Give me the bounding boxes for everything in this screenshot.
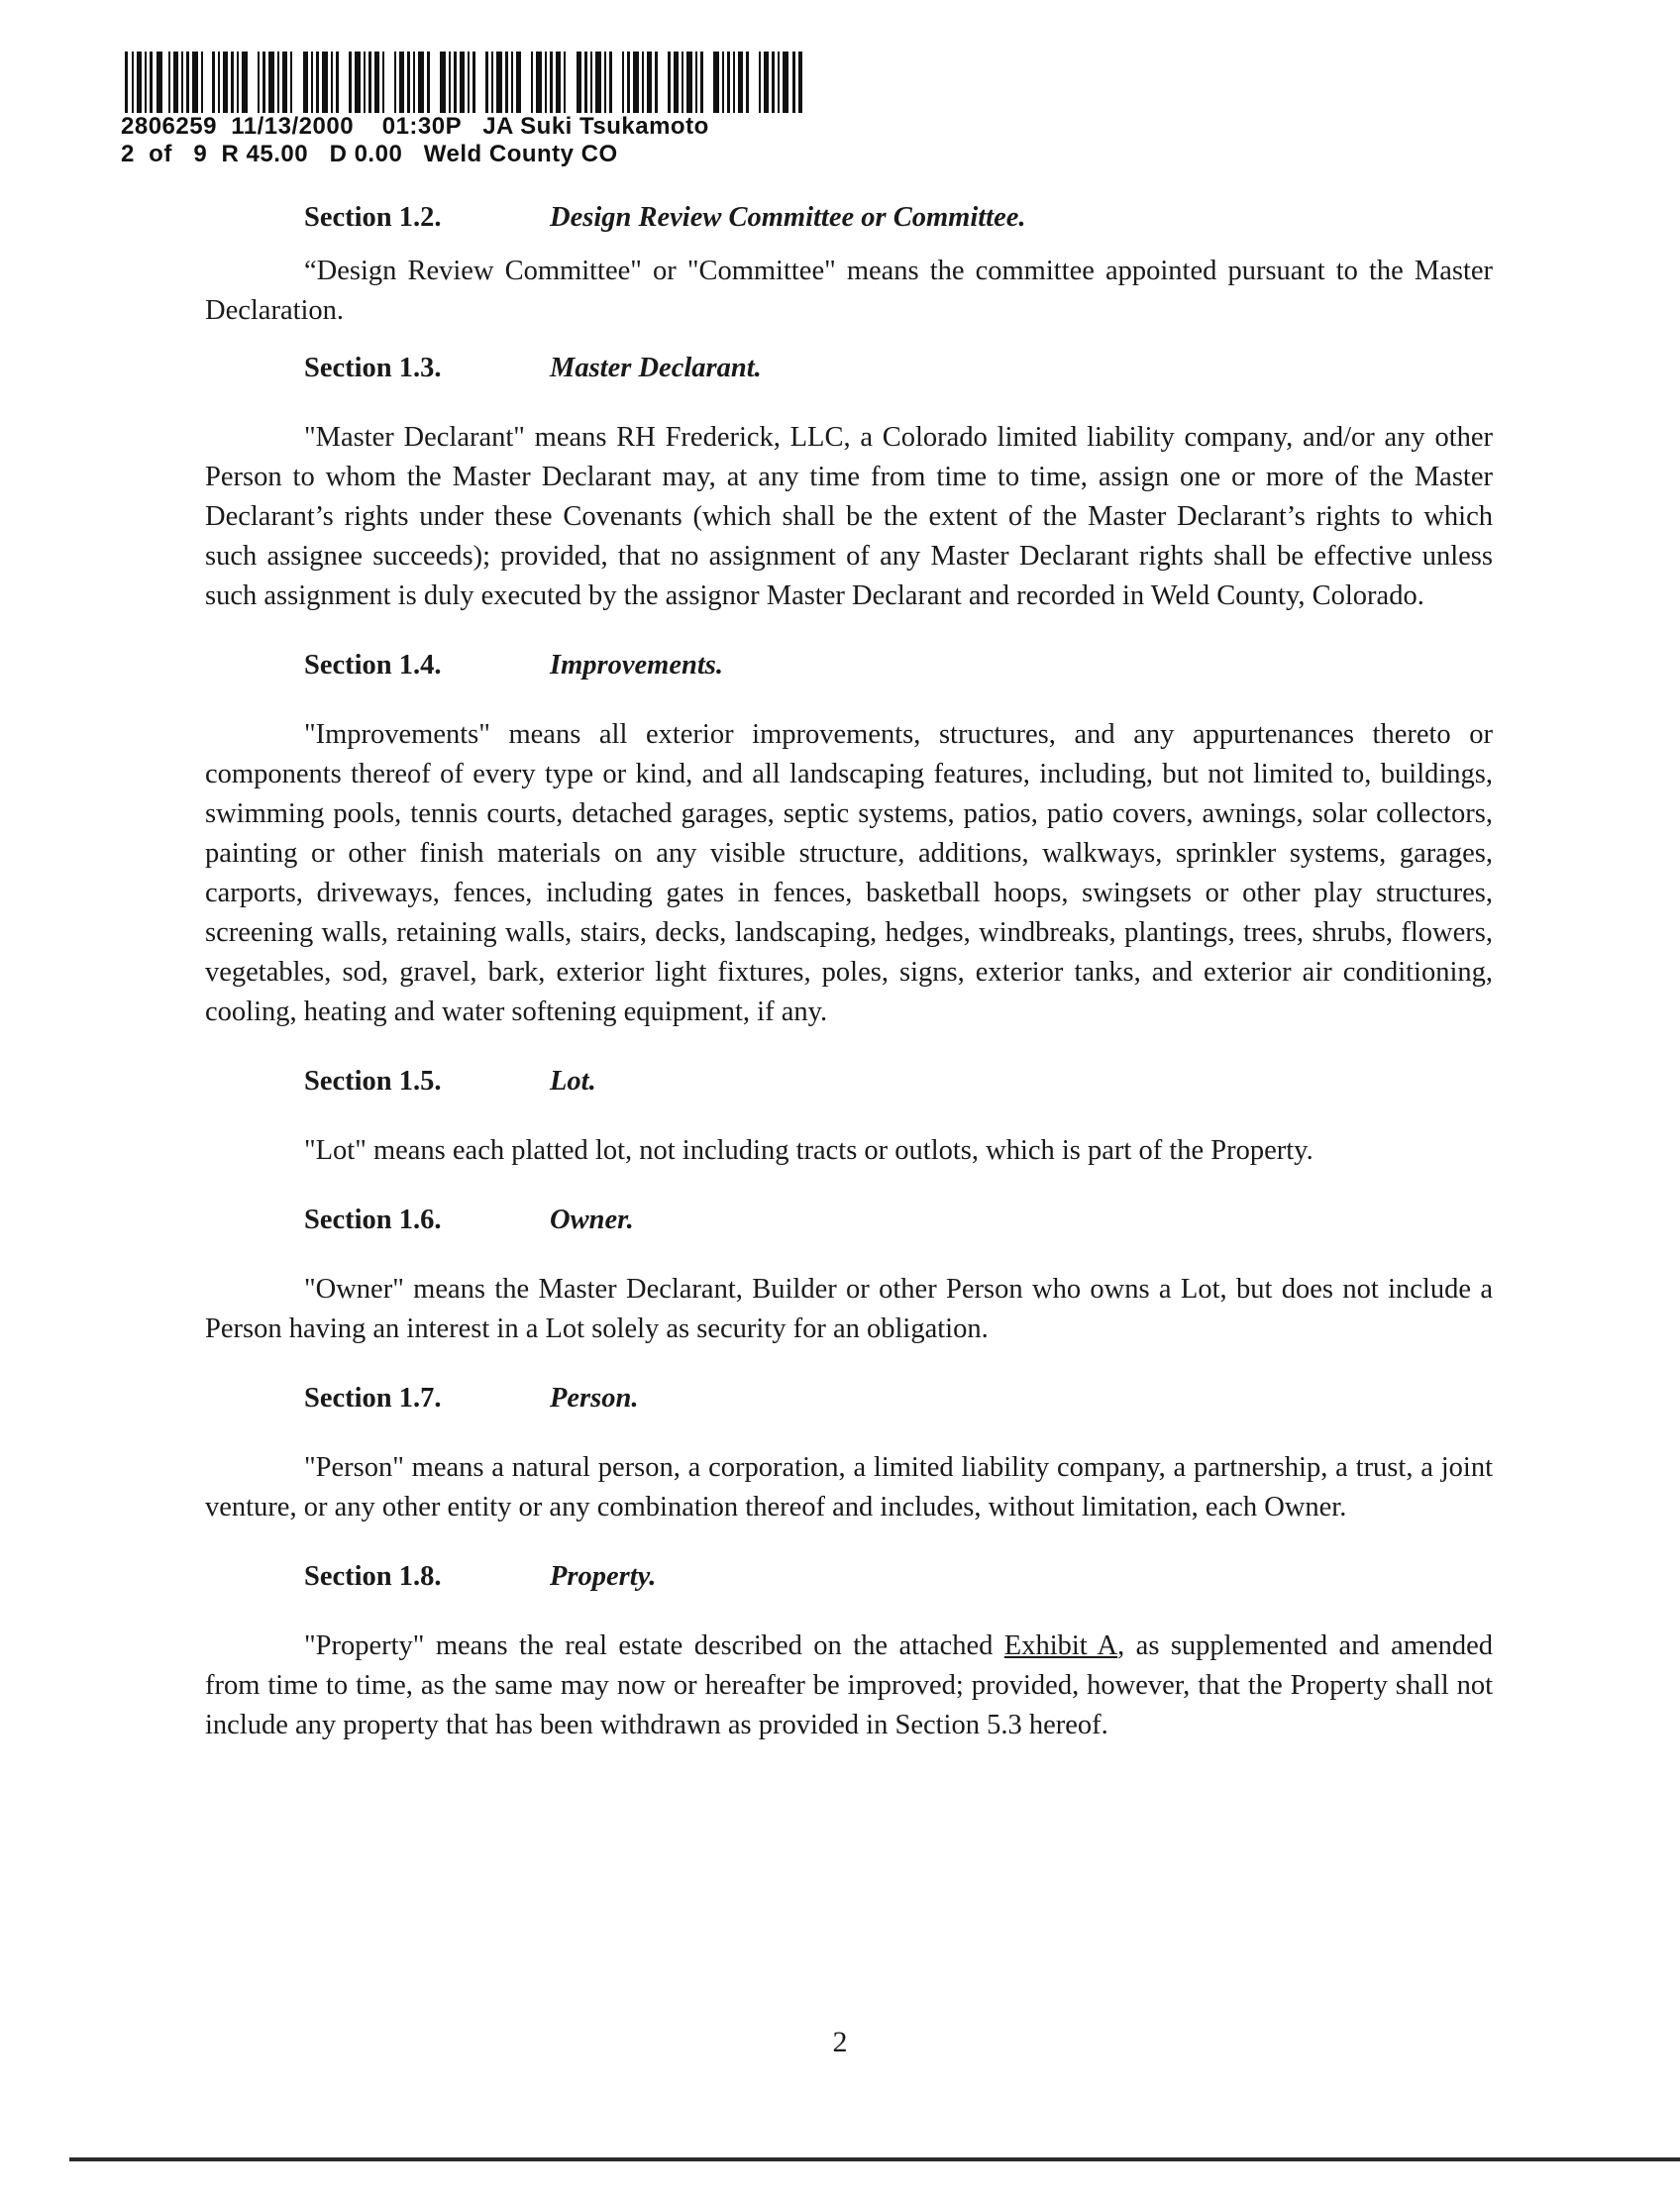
section-1-6-body: "Owner" means the Master Declarant, Builder or other Person who owns a Lot, but does not include a Person having an interest in a Lot solely as security for an obligation. [205, 1274, 1493, 1344]
footer-divider [69, 2157, 1680, 2161]
section-number: Section 1.4. [304, 650, 442, 681]
page-number: 2 [832, 2026, 848, 2058]
section-number: Section 1.8. [304, 1561, 442, 1592]
section-1-4-heading [304, 646, 1493, 685]
recording-stamp [121, 52, 814, 168]
exhibit-a-reference: Exhibit A [1003, 1630, 1118, 1661]
section-title: Lot. [550, 1066, 596, 1097]
section-1-3-body: "Master Declarant" means RH Frederick, LLC, a Colorado limited liability company, and/or any other Person to whom the Master Declarant may, at any time from time to time, assign one or more of the Master Declarant’s rights under these Covenants (which shall be the extent of the Master Declarant’s rights to which such assignee succeeds); provided, that no assignment of any Master Declarant rights shall be effective unless such assignment is duly executed by the assignor Master Declarant and recorded in Weld County, Colorado. [205, 422, 1493, 611]
barcode-graphic [121, 52, 804, 113]
recording-info-line-1: 2806259 11/13/2000 01:30P JA Suki Tsukamoto [121, 113, 709, 140]
section-title: Person. [550, 1383, 639, 1414]
section-1-7-body: "Person" means a natural person, a corporation, a limited liability company, a partnership, a trust, a joint venture, or any other entity or any combination thereof and includes, without limitation, each Owner. [205, 1452, 1493, 1522]
section-1-7-heading [304, 1379, 1493, 1418]
section-1-2-body: “Design Review Committee" or "Committee" means the committee appointed pursuant to the Master Declaration. [205, 256, 1493, 326]
section-title: Improvements. [550, 650, 723, 681]
section-1-3-heading [304, 349, 1493, 388]
section-1-6-heading [304, 1201, 1493, 1240]
section-1-8-body-start: "Property" means the real estate described on the attached [304, 1630, 1004, 1661]
section-1-8-body [205, 1627, 1493, 1745]
section-1-2-heading [304, 198, 1493, 238]
section-1-5-body: "Lot" means each platted lot, not including tracts or outlots, which is part of the Property. [304, 1135, 1313, 1166]
section-number: Section 1.3. [304, 353, 442, 383]
section-title: Property. [550, 1561, 657, 1592]
section-1-5-heading [304, 1062, 1493, 1102]
section-number: Section 1.7. [304, 1383, 442, 1414]
section-1-4-body: "Improvements" means all exterior improvements, structures, and any appurtenances thereto or components thereof of every type or kind, and all landscaping features, including, but not limited to, buildings, swimming pools, tennis courts, detached garages, septic systems, patios, patio covers, awnings, solar collectors, painting or other finish materials on any visible structure, additions, walkways, sprinkler systems, garages, carports, driveways, fences, including gates in fences, basketball hoops, swingsets or other play structures, screening walls, retaining walls, stairs, decks, landscaping, hedges, windbreaks, plantings, trees, shrubs, flowers, vegetables, sod, gravel, bark, exterior light fixtures, poles, signs, exterior tanks, and exterior air conditioning, cooling, heating and water softening equipment, if any. [205, 719, 1493, 1027]
document-body [205, 198, 1493, 1745]
section-title: Owner. [550, 1205, 634, 1235]
section-title: Design Review Committee or Committee. [550, 202, 1026, 233]
recording-info-line-2: 2 of 9 R 45.00 D 0.00 Weld County CO [121, 141, 618, 167]
section-1-8-heading [304, 1557, 1493, 1597]
section-title: Master Declarant. [550, 353, 762, 383]
section-number: Section 1.2. [304, 202, 442, 233]
section-number: Section 1.6. [304, 1205, 442, 1235]
section-number: Section 1.5. [304, 1066, 442, 1097]
section-1-8-body-end: , as supplemented and amended from time to time, as the same may now or hereafter be improved; provided, however, that the Property shall not include any property that has been withdrawn as provided in Section 5.3 hereof. [205, 1630, 1493, 1740]
